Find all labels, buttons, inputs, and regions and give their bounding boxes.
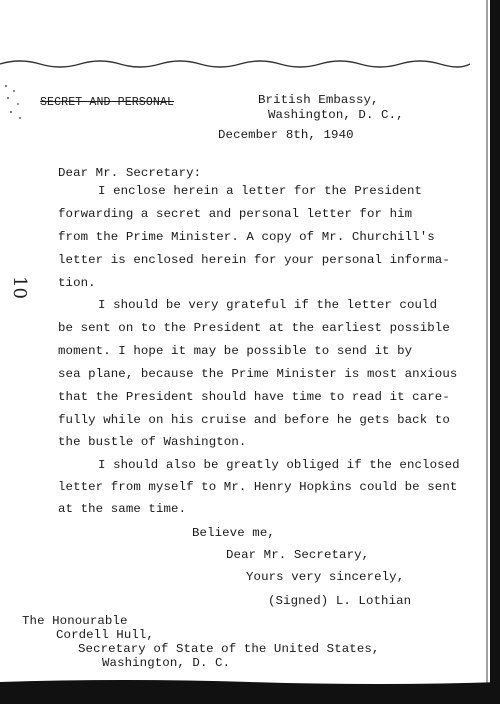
body-line: forwarding a secret and personal letter for him: [58, 207, 413, 221]
body-line: from the Prime Minister. A copy of Mr. Churchill's: [58, 230, 435, 244]
body-line: the bustle of Washington.: [58, 435, 247, 449]
body-line: at the same time.: [58, 502, 187, 516]
body-line: be sent on to the President at the earliest possible: [58, 321, 450, 335]
salutation: Dear Mr. Secretary:: [58, 166, 202, 180]
scan-right-edge: [484, 0, 500, 704]
body-line: I enclose herein a letter for the President: [98, 184, 423, 198]
closing-dear-secretary: Dear Mr. Secretary,: [226, 548, 370, 562]
closing-yours-sincerely: Yours very sincerely,: [246, 570, 405, 584]
body-line: tion.: [58, 276, 96, 290]
addressee-line-4: Washington, D. C.: [102, 656, 231, 670]
addressee-line-1: The Honourable: [22, 614, 128, 628]
addressee-line-3: Secretary of State of the United States,: [78, 642, 380, 656]
closing-believe-me: Believe me,: [192, 526, 275, 540]
body-line: moment. I hope it may be possible to send it by: [58, 344, 413, 358]
body-line: fully while on his cruise and before he gets back to: [58, 413, 450, 427]
margin-page-number: 10: [9, 276, 30, 299]
body-line: I should also be greatly obliged if the enclosed: [98, 458, 460, 472]
scan-artifact-line: [0, 56, 470, 72]
body-line: that the President should have time to read it care-: [58, 390, 450, 404]
scan-speckle: [2, 82, 26, 128]
embassy-line-1: British Embassy,: [258, 93, 379, 107]
body-line: letter from myself to Mr. Henry Hopkins could be sent: [58, 480, 458, 494]
addressee-line-2: Cordell Hull,: [56, 628, 154, 642]
embassy-line-2: Washington, D. C.,: [268, 108, 404, 122]
scan-bottom-bar: [0, 676, 500, 704]
classification-marking: SECRET AND PERSONAL: [40, 96, 175, 109]
body-line: I should be very grateful if the letter could: [98, 298, 438, 312]
body-line: sea plane, because the Prime Minister is most anxious: [58, 367, 458, 381]
letter-date: December 8th, 1940: [218, 128, 354, 142]
body-line: letter is enclosed herein for your personal informa-: [58, 253, 450, 267]
signature: (Signed) L. Lothian: [268, 594, 412, 608]
